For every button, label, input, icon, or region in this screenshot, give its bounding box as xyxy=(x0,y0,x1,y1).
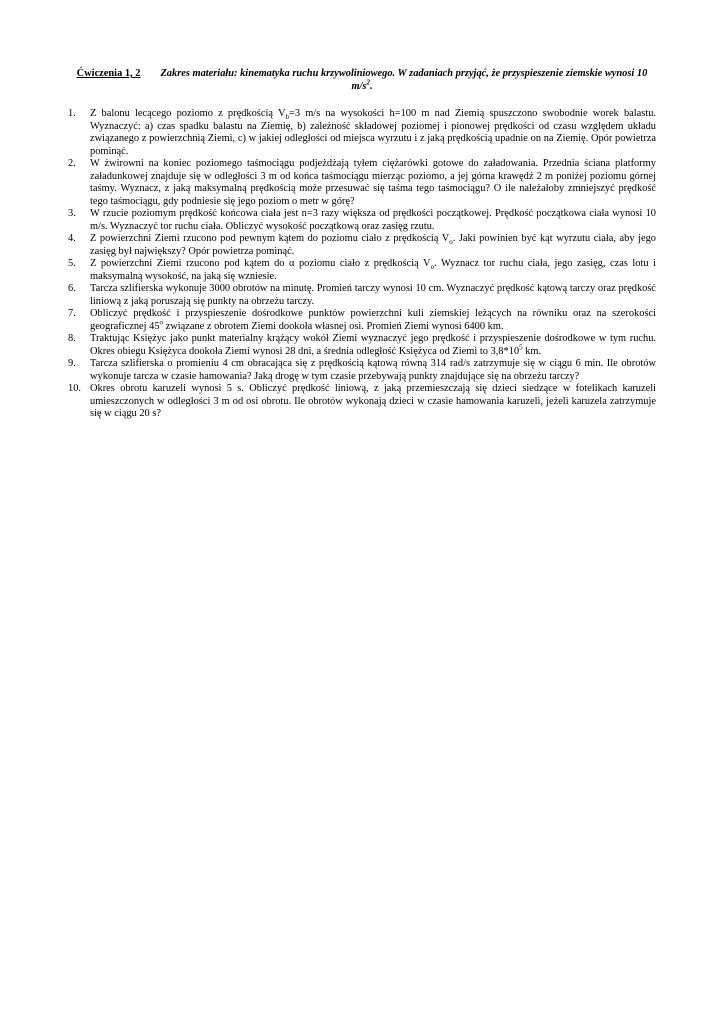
exercise-item xyxy=(68,358,656,383)
exercise-number: 10. xyxy=(68,383,81,394)
exercise-text: . Wyznacz tor ruchu ciała, jego zasięg, czas lotu i maksymalną wysokość, na jaką się wzniesie. xyxy=(90,258,656,282)
exercise-number: 5. xyxy=(68,258,76,269)
exercise-text: W rzucie poziomym prędkość końcowa ciała jest n=3 razy większa od prędkości początkowej. Prędkość początkowa ciała wynosi 10 m/s. Wyznaczyć tor ruchu ciała. Obliczyć wysokość początkową oraz zasięg rzutu. xyxy=(90,208,656,232)
exercise-set-label: Ćwiczenia 1, 2 xyxy=(76,68,141,79)
exercise-text: W żwirowni na koniec poziomego taśmociągu podjeżdżają tyłem ciężarówki gotowe do załadowania. Przednia ściana platformy załadunkowej znajduje się w odległości 3 m od końca taśmociągu mierząc poziomo, a jej górna krawędź 2 m poniżej poziomu górnej taśmy. Wyznacz, z jaką maksymalną prędkością może przesuwać się taśma tego taśmociągu? O ile należałoby zmniejszyć prędkość tego taśmociągu, gdy podniesie się jego poziom o metr w górę? xyxy=(90,158,656,207)
exercise-number: 3. xyxy=(68,208,76,219)
exercise-item xyxy=(68,108,656,158)
exercise-number: 6. xyxy=(68,283,76,294)
exercise-item xyxy=(68,333,656,358)
exercise-text: Z powierzchni Ziemi rzucono pod kątem do α poziomu ciało z prędkością V xyxy=(90,258,431,269)
exercise-text: związane z obrotem Ziemi dookoła własnej osi. Promień Ziemi wynosi 6400 km. xyxy=(163,320,504,332)
exercise-number: 8. xyxy=(68,333,76,344)
exercise-item xyxy=(68,283,656,308)
exercise-item xyxy=(68,233,656,258)
scope-exponent: 2 xyxy=(366,78,370,87)
exercise-number: 4. xyxy=(68,233,76,244)
exercise-text: =3 m/s na wysokości h=100 m nad Ziemią spuszczono swobodnie worek balastu. Wyznaczyć: a) czas spadku balastu na Ziemię, b) zależność składowej poziomej i pionowej prędkości od czasu względem układu związanego z powierzchnią Ziemi, c) w jakiej odległości od miejsca wyrzutu i z jaką prędkością upadnie on na Ziemię. Opór powietrza pominąć. xyxy=(90,108,656,157)
exercise-text: Obliczyć prędkość i przyspieszenie dośrodkowe punktów powierzchni kuli ziemskiej leżących na równiku oraz na szerokości geograficznej 45 xyxy=(90,308,656,332)
exercise-item xyxy=(68,208,656,233)
exercise-item xyxy=(68,158,656,208)
exercise-text: km. xyxy=(522,345,542,357)
exercise-number: 7. xyxy=(68,308,76,319)
scope-end: . xyxy=(369,80,373,92)
exercise-number: 1. xyxy=(68,108,76,119)
exercise-item xyxy=(68,383,656,421)
exercise-text: Z powierzchni Ziemi rzucono pod pewnym kątem do poziomu ciało z prędkością V xyxy=(90,233,450,244)
subscript: o xyxy=(449,238,453,247)
exercise-list xyxy=(68,108,656,421)
subscript: b xyxy=(285,113,289,122)
superscript: o xyxy=(159,318,164,327)
exercise-item xyxy=(68,308,656,333)
exercise-number: 2. xyxy=(68,158,76,169)
scope-description: Zakres materiału: kinematyka ruchu krzywoliniowego. W zadaniach przyjąć, że przyspieszenie ziemskie wynosi 10 m/s xyxy=(160,68,648,92)
subscript: o xyxy=(430,263,435,272)
page-header xyxy=(68,68,656,93)
exercise-text: . Jaki powinien być kąt wyrzutu ciała, aby jego zasięg był największy? Opór powietrza pominąć. xyxy=(90,233,656,257)
exercise-text: Tarcza szlifierska o promieniu 4 cm obracająca się z prędkością kątową równą 314 rad/s zatrzymuje się w ciągu 6 min. Ile obrotów wykonuje tarcza w czasie hamowania? Jaką drogę w tym czasie przebywają punkty znajdujące się na obrzeżu tarczy? xyxy=(90,358,656,382)
exercise-text: Tarcza szlifierska wykonuje 3000 obrotów na minutę. Promień tarczy wynosi 10 cm. Wyznaczyć prędkość kątową tarczy oraz prędkość liniową z jaką poruszają się punkty na obrzeżu tarczy. xyxy=(90,283,656,307)
exercise-text: Z balonu lecącego poziomo z prędkością V xyxy=(90,108,286,119)
exercise-number: 9. xyxy=(68,358,76,369)
exercise-text: Traktując Księżyc jako punkt materialny krążący wokół Ziemi wyznaczyć jego prędkość i przyspieszenie dośrodkowe w tym ruchu. Okres obiegu Księżyca dookoła Ziemi wynosi 28 dni, a średnia odległość Księżyca od Ziemi to 3,8*10 xyxy=(90,333,656,357)
superscript: 5 xyxy=(519,343,523,352)
exercise-text: Okres obrotu karuzeli wynosi 5 s. Obliczyć prędkość liniową, z jaką przemieszczają się dzieci siedzące w fotelikach karuzeli umieszczonych w odległości 3 m od osi obrotu. Ile obrotów wykonają dzieci w czasie hamowania karuzeli, jeżeli karuzela zatrzymuje się w ciągu 20 s? xyxy=(90,383,656,419)
exercise-item xyxy=(68,258,656,283)
